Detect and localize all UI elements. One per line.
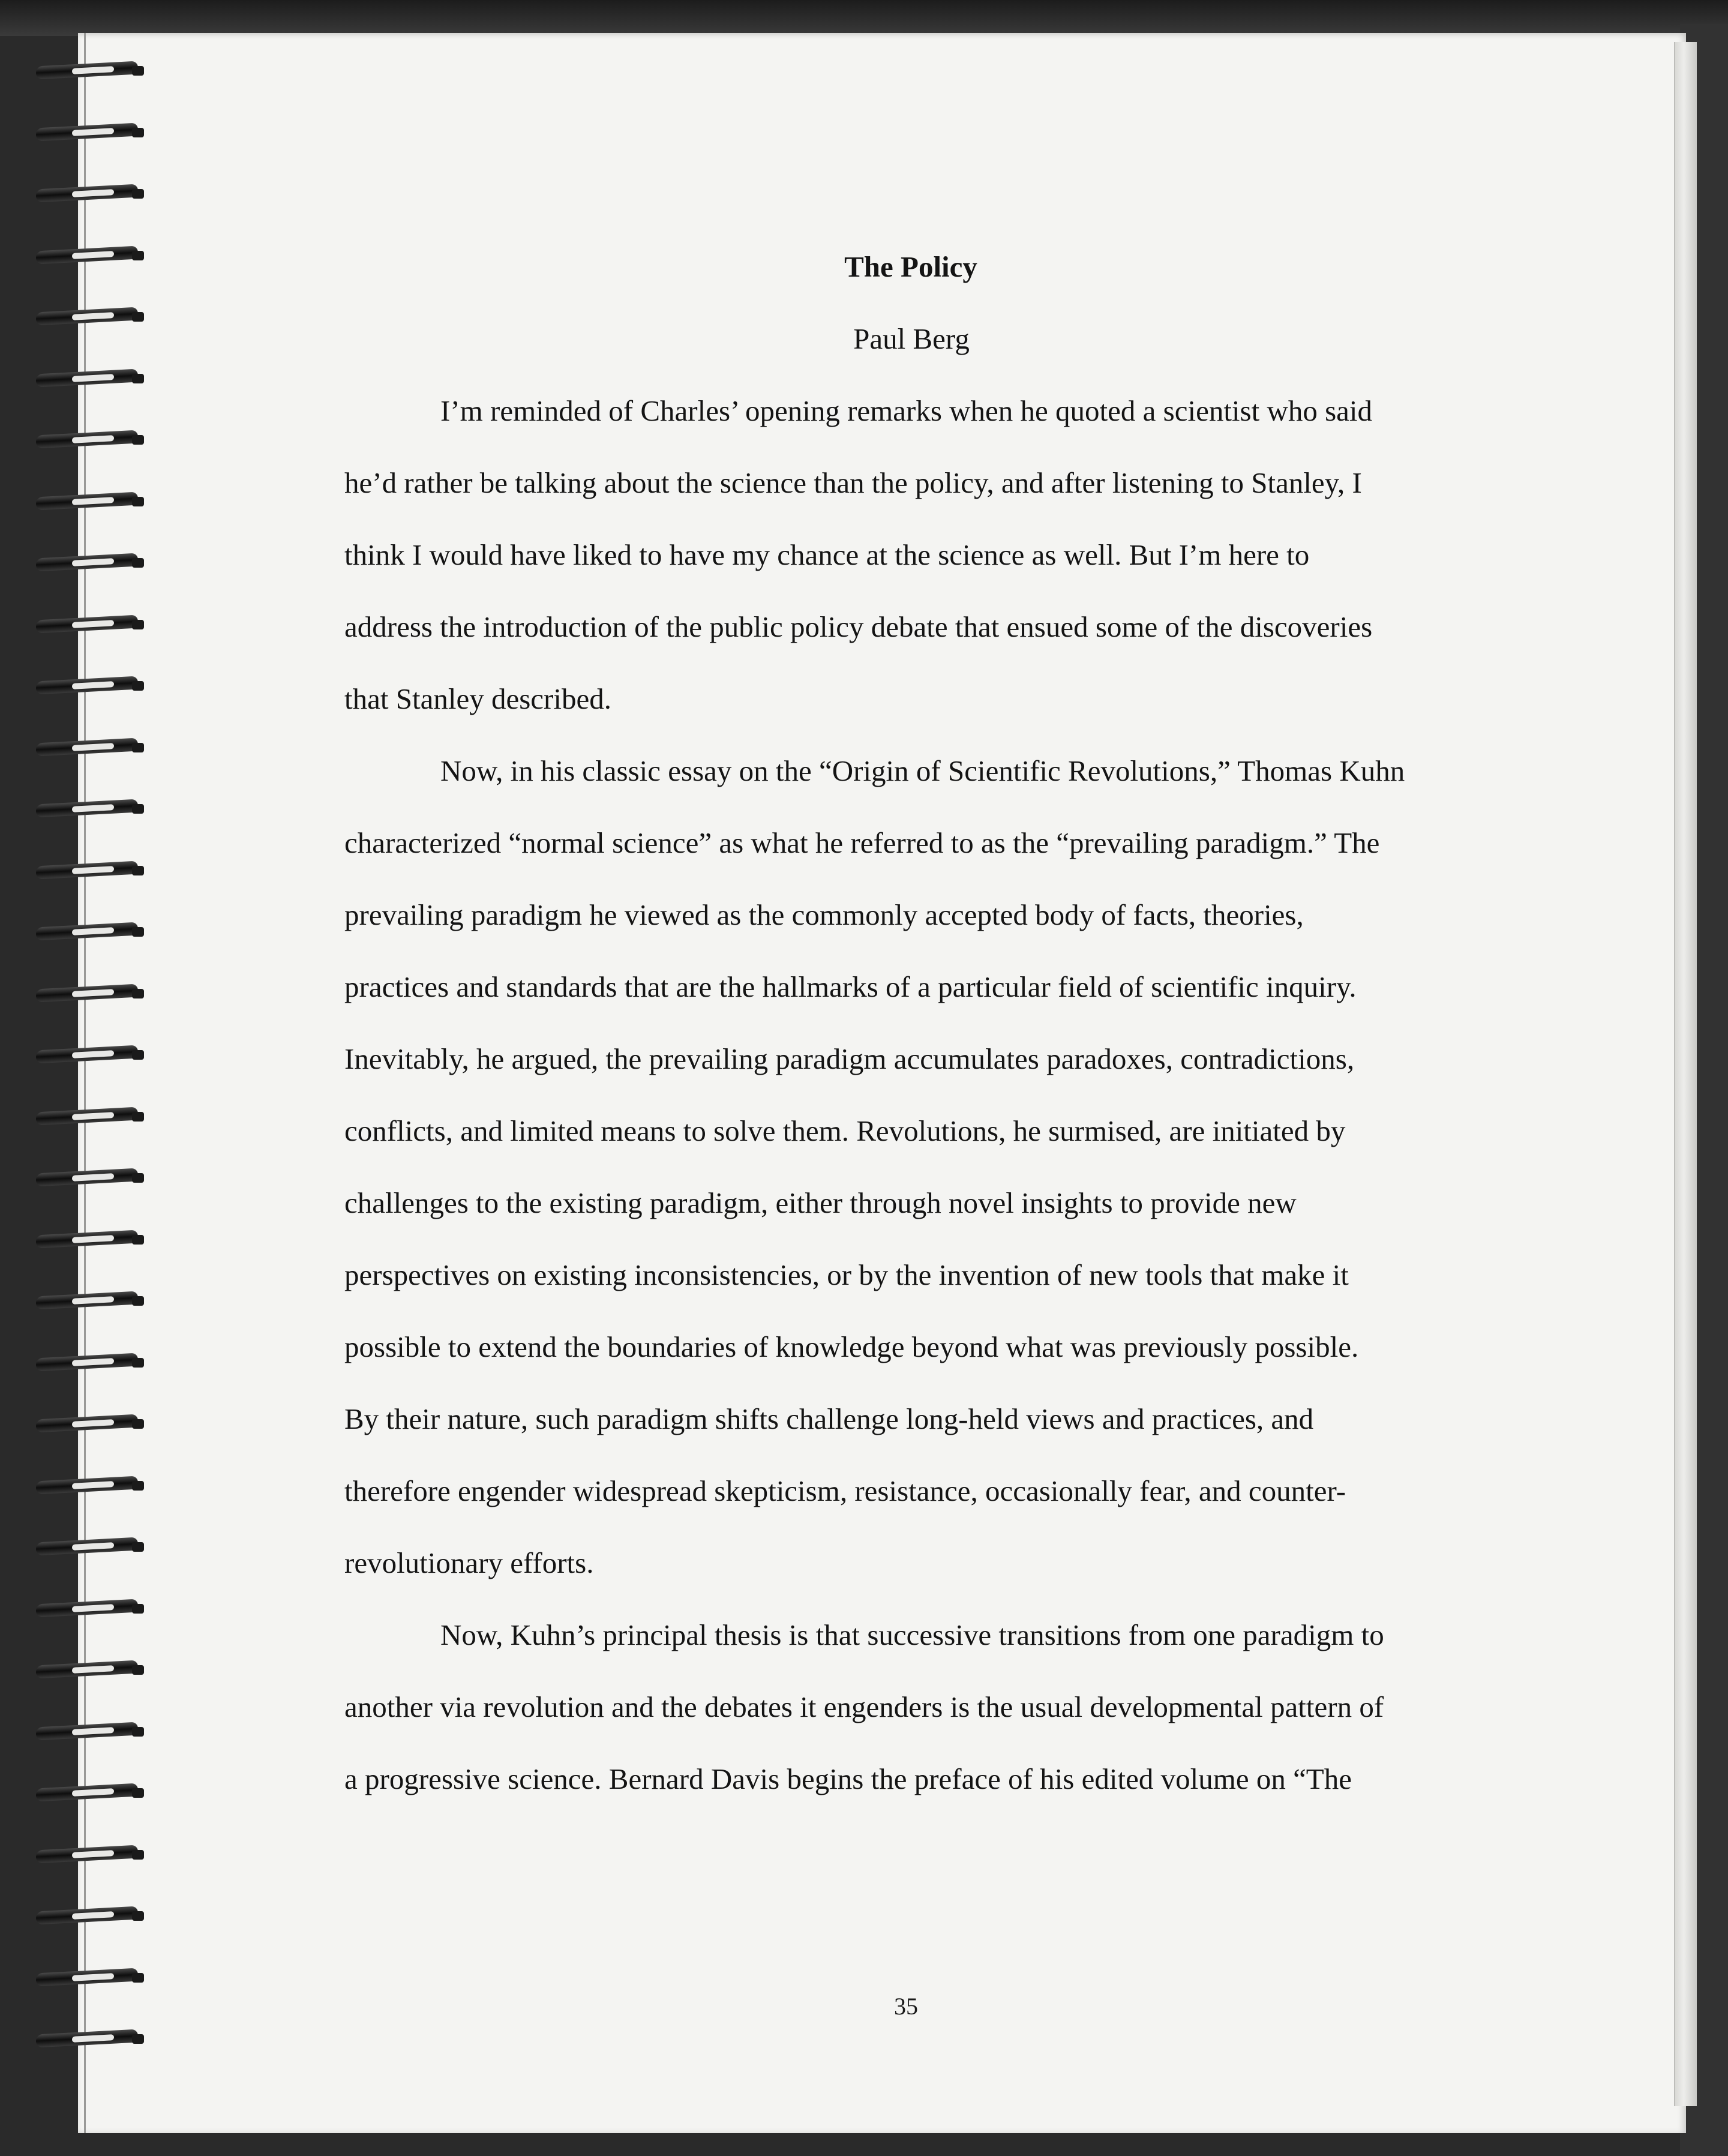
body-line: By their nature, such paradigm shifts challenge long-held views and practices, and [344,1402,1314,1435]
document-title: The Policy [844,250,977,283]
binding-coil [30,491,144,512]
binding-coil [30,1106,144,1128]
binding-coil [30,60,144,82]
body-line: Inevitably, he argued, the prevailing paradigm accumulates paradoxes, contradictions, [344,1042,1355,1075]
binding-coil [30,1475,144,1497]
body-line: he’d rather be talking about the science than the policy, and after listening to Stanley, I [344,466,1362,499]
scan-background-top [0,0,1728,36]
binding-coil [30,245,144,266]
binding-coil [30,675,144,697]
binding-coil [30,921,144,943]
body-line: address the introduction of the public policy debate that ensued some of the discoveries [344,610,1373,643]
body-line: a progressive science. Bernard Davis begins the preface of his edited volume on “The [344,1762,1352,1795]
binding-coil [30,1352,144,1374]
document-body [344,231,1478,1815]
binding-coil [30,737,144,758]
body-line: think I would have liked to have my chance at the science as well. But I’m here to [344,538,1310,571]
binding-coil [30,1905,144,1927]
binding-coil [30,122,144,143]
binding-coil [30,1967,144,1989]
binding-coil [30,614,144,635]
body-line: challenges to the existing paradigm, either through novel insights to provide new [344,1186,1297,1219]
binding-coil [30,1044,144,1066]
binding-coil [30,429,144,451]
page-stack-edge [1674,42,1697,2106]
binding-coil [30,860,144,881]
body-line: characterized “normal science” as what he referred to as the “prevailing paradigm.” The [344,826,1380,859]
binding-coil [30,552,144,574]
body-line: I’m reminded of Charles’ opening remarks when he quoted a scientist who said [440,394,1373,427]
binding-coil [30,368,144,389]
body-line: Now, Kuhn’s principal thesis is that successive transitions from one paradigm to [440,1618,1384,1651]
binding-coil [30,1290,144,1312]
binding-coil [30,1598,144,1620]
binding-coil [30,983,144,1004]
body-line: conflicts, and limited means to solve them. Revolutions, he surmised, are initiated by [344,1114,1346,1147]
body-line: prevailing paradigm he viewed as the commonly accepted body of facts, theories, [344,898,1304,931]
binding-coil [30,1167,144,1189]
body-line: possible to extend the boundaries of knowledge beyond what was previously possible. [344,1330,1359,1363]
binding-coil [30,1659,144,1681]
binding-coil [30,183,144,205]
binding-coil [30,2028,144,2050]
body-line: Now, in his classic essay on the “Origin of Scientific Revolutions,” Thomas Kuhn [440,754,1405,787]
body-line: therefore engender widespread skepticism, resistance, occasionally fear, and counter- [344,1474,1346,1507]
document-author: Paul Berg [853,322,970,355]
binding-coil [30,1844,144,1866]
binding-coil [30,1229,144,1251]
binding-coil [30,1413,144,1435]
page-number: 35 [894,1993,918,2020]
binding-coil [30,1536,144,1558]
binding-coil [30,1721,144,1743]
binding-coil [30,1782,144,1804]
binding-coil [30,306,144,328]
spiral-binding [30,60,156,2136]
body-line: that Stanley described. [344,682,611,715]
body-line: another via revolution and the debates it engenders is the usual developmental pattern of [344,1690,1384,1723]
binding-coil [30,798,144,820]
body-line: practices and standards that are the hallmarks of a particular field of scientific inquiry. [344,970,1357,1003]
body-line: perspectives on existing inconsistencies, or by the invention of new tools that make it [344,1258,1349,1291]
body-line: revolutionary efforts. [344,1546,594,1579]
